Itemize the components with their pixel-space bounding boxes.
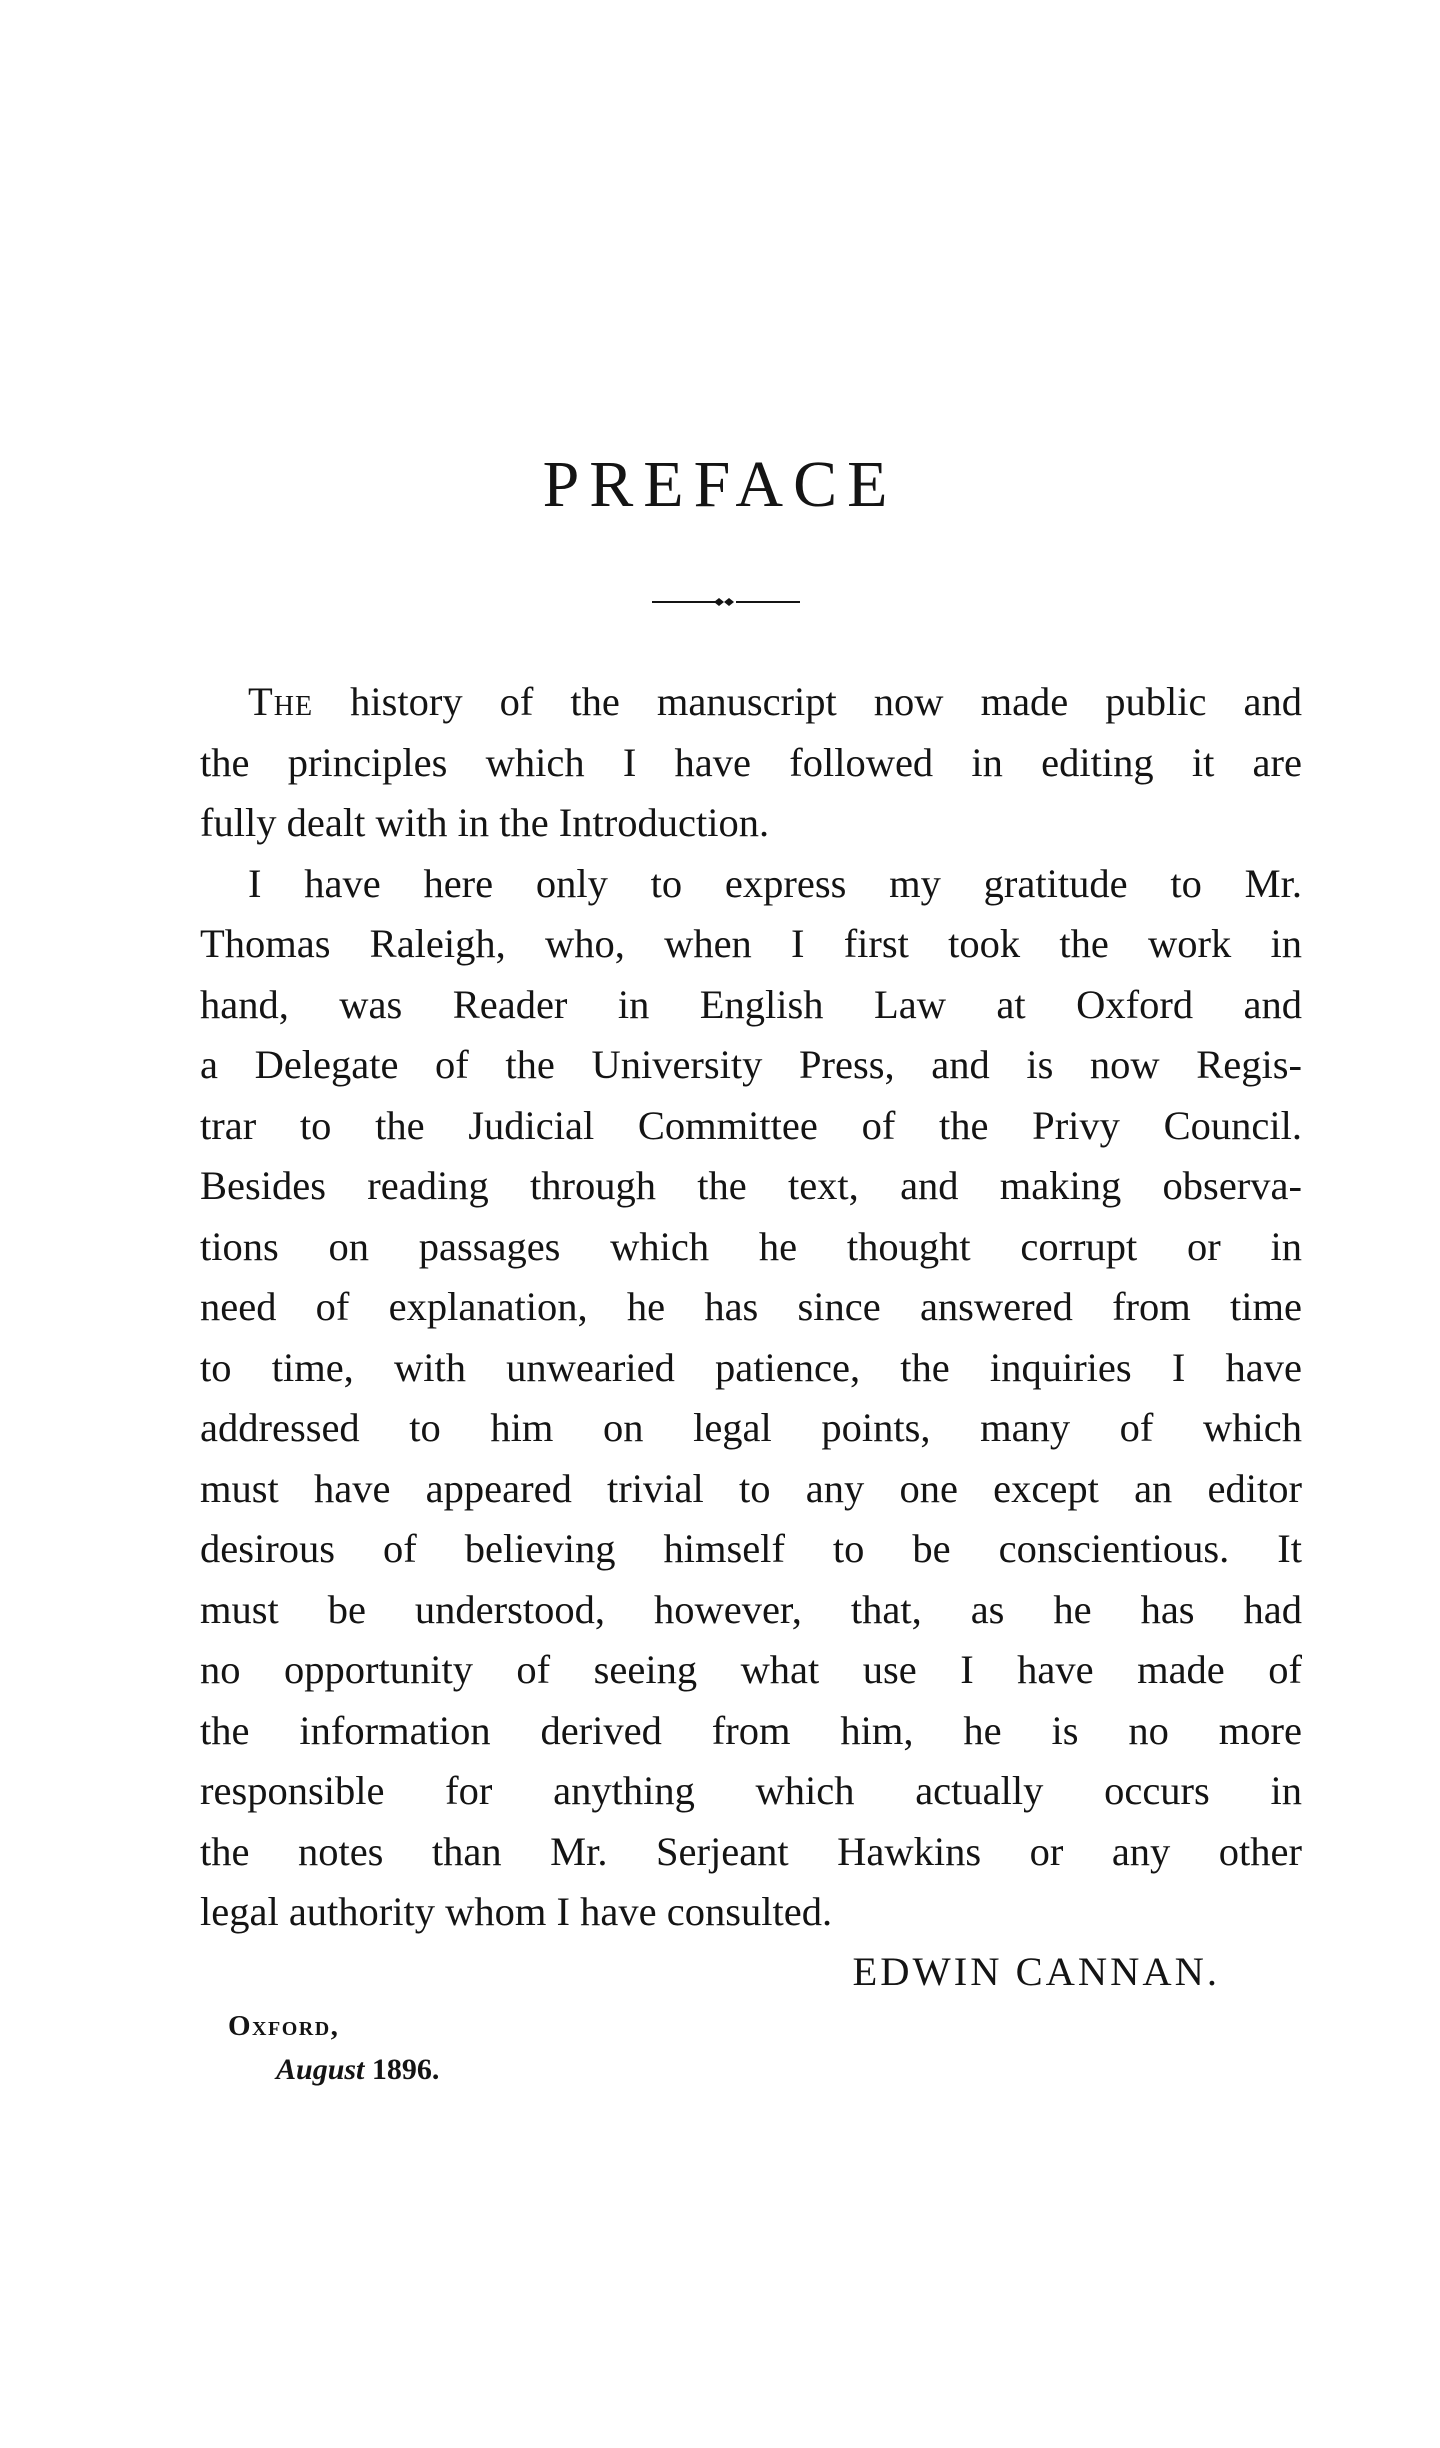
text-line: a Delegate of the University Press, and is now Regis-: [200, 1042, 1302, 1087]
text-line: legal authority whom I have consulted.: [200, 1889, 833, 1934]
text-line: fully dealt with in the Introduction.: [200, 800, 770, 845]
preface-body: [152, 672, 1302, 1943]
rule-ornament-icon: [652, 592, 800, 612]
paragraph-1: [152, 672, 1302, 854]
text-line: [152, 672, 1302, 733]
text-line: trar to the Judicial Committee of the Privy Council.: [200, 1102, 1302, 1148]
paragraph-2: [152, 854, 1302, 1943]
text-line: desirous of believing himself to be conscientious. It: [200, 1526, 1302, 1571]
text-line: the notes than Mr. Serjeant Hawkins or any other: [200, 1828, 1302, 1874]
date-month: August: [276, 2053, 365, 2086]
dropword: The: [248, 679, 314, 724]
text-line: tions on passages which he thought corrupt or in: [200, 1223, 1302, 1269]
text-line: need of explanation, he has since answered from time: [200, 1284, 1302, 1329]
place-line: Oxford,: [228, 2010, 340, 2042]
text-line: to time, with unwearied patience, the inquiries I have: [200, 1344, 1302, 1390]
text-line: I have here only to express my gratitude to Mr.: [248, 860, 1302, 906]
author-signature: EDWIN CANNAN.: [852, 1949, 1220, 1994]
page-title: PREFACE: [542, 448, 898, 521]
text-line: addressed to him on legal points, many of which: [200, 1405, 1302, 1450]
text-line: Thomas Raleigh, who, when I first took the work in: [200, 921, 1302, 966]
text-line: the information derived from him, he is no more: [200, 1707, 1302, 1753]
text-line: no opportunity of seeing what use I have made of: [200, 1647, 1302, 1692]
text-line: Besides reading through the text, and making observa-: [200, 1163, 1302, 1208]
text-line: responsible for anything which actually occurs in: [200, 1768, 1302, 1813]
date-year: 1896.: [371, 2053, 440, 2086]
text-line: hand, was Reader in English Law at Oxford and: [200, 981, 1302, 1027]
text-line: must be understood, however, that, as he has had: [200, 1586, 1302, 1632]
text-line-content: history of the manuscript now made public and: [350, 679, 1302, 724]
text-line: must have appeared trivial to any one except an editor: [200, 1465, 1302, 1511]
text-line: the principles which I have followed in editing it are: [200, 739, 1302, 785]
date-line: [276, 2055, 439, 2085]
